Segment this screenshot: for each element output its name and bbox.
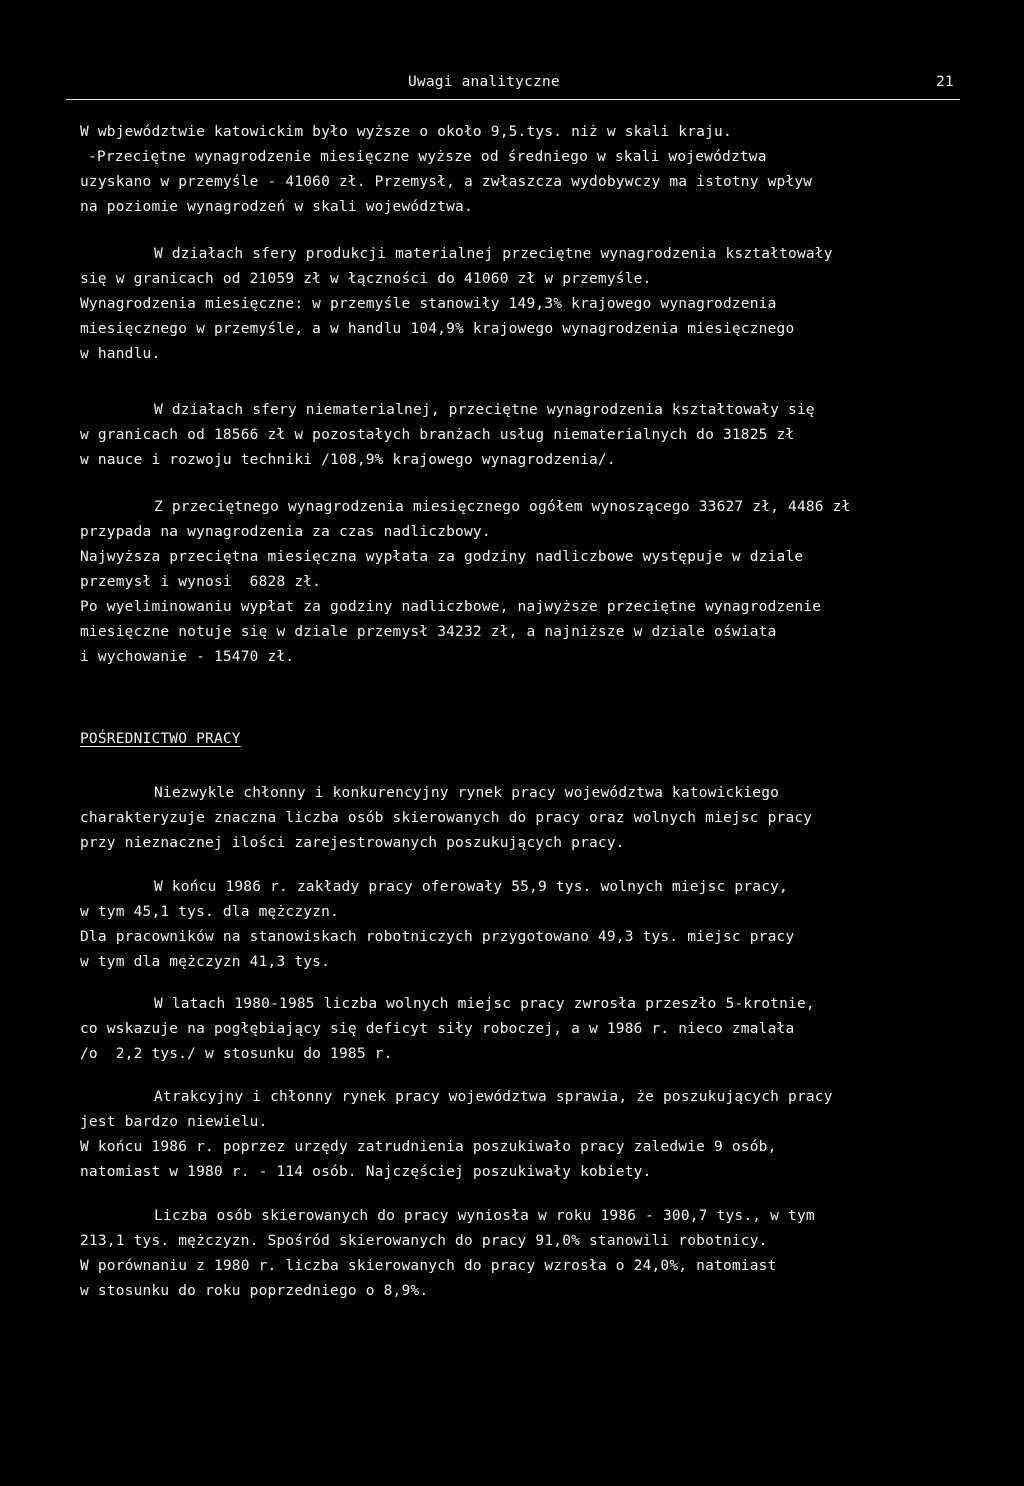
- text-line: W końcu 1986 r. zakłady pracy oferowały 55,9 tys. wolnych miejsc pracy,: [154, 879, 789, 895]
- text-line: Po wyeliminowaniu wypłat za godziny nadliczbowe, najwyższe przeciętne wynagrodzenie: [80, 599, 822, 615]
- text-line: Atrakcyjny i chłonny rynek pracy województwa sprawia, że poszukujących pracy: [154, 1089, 833, 1105]
- text-line: w handlu.: [80, 346, 161, 362]
- text-line: W latach 1980-1985 liczba wolnych miejsc pracy zwrosła przeszło 5-krotnie,: [154, 996, 815, 1012]
- text-line: w stosunku do roku poprzedniego o 8,9%.: [80, 1283, 429, 1299]
- text-line: /o 2,2 tys./ w stosunku do 1985 r.: [80, 1046, 393, 1062]
- text-line: przy nieznacznej ilości zarejestrowanych poszukujących pracy.: [80, 835, 625, 851]
- text-line: uzyskano w przemyśle - 41060 zł. Przemysł, a zwłaszcza wydobywczy ma istotny wpływ: [80, 174, 813, 190]
- text-line: W porównaniu z 1980 r. liczba skierowanych do pracy wzrosła o 24,0%, natomiast: [80, 1258, 777, 1274]
- text-line: Wynagrodzenia miesięczne: w przemyśle stanowiły 149,3% krajowego wynagrodzenia: [80, 296, 777, 312]
- text-line: W działach sfery niematerialnej, przeciętne wynagrodzenia kształtowały się: [154, 402, 815, 418]
- text-line: w tym dla mężczyzn 41,3 tys.: [80, 954, 331, 970]
- text-line: Dla pracowników na stanowiskach robotniczych przygotowano 49,3 tys. miejsc pracy: [80, 929, 795, 945]
- text-line: Liczba osób skierowanych do pracy wyniosła w roku 1986 - 300,7 tys., w tym: [154, 1208, 815, 1224]
- text-line: co wskazuje na pogłębiający się deficyt siły roboczej, a w 1986 r. nieco zmalała: [80, 1021, 795, 1037]
- text-line: -Przeciętne wynagrodzenie miesięczne wyższe od średniego w skali województwa: [88, 149, 767, 165]
- text-line: 213,1 tys. mężczyzn. Spośród skierowanych do pracy 91,0% stanowili robotnicy.: [80, 1233, 768, 1249]
- text-line: W wbjewództwie katowickim było wyższe o około 9,5.tys. niż w skali kraju.: [80, 124, 732, 140]
- text-line: Najwyższa przeciętna miesięczna wypłata za godziny nadliczbowe występuje w dziale: [80, 549, 804, 565]
- text-line: na poziomie wynagrodzeń w skali województwa.: [80, 199, 473, 215]
- text-line: jest bardzo niewielu.: [80, 1114, 268, 1130]
- text-line: charakteryzuje znaczna liczba osób skierowanych do pracy oraz wolnych miejsc pracy: [80, 810, 813, 826]
- text-line: przypada na wynagrodzenia za czas nadliczbowy.: [80, 524, 491, 540]
- text-line: się w granicach od 21059 zł w łączności do 41060 zł w przemyśle.: [80, 271, 652, 287]
- text-line: natomiast w 1980 r. - 114 osób. Najczęściej poszukiwały kobiety.: [80, 1164, 652, 1180]
- header-rule: [66, 99, 960, 100]
- text-line: w granicach od 18566 zł w pozostałych branżach usług niematerialnych do 31825 zł: [80, 427, 795, 443]
- page-number: 21: [936, 74, 954, 90]
- section-heading: POŚREDNICTWO PRACY: [80, 731, 241, 747]
- running-title: Uwagi analityczne: [408, 74, 560, 90]
- text-line: w nauce i rozwoju techniki /108,9% krajowego wynagrodzenia/.: [80, 452, 616, 468]
- text-line: W działach sfery produkcji materialnej przeciętne wynagrodzenia kształtowały: [154, 246, 833, 262]
- text-line: miesięcznego w przemyśle, a w handlu 104,9% krajowego wynagrodzenia miesięcznego: [80, 321, 795, 337]
- page-header: [0, 70, 1024, 100]
- text-line: W końcu 1986 r. poprzez urzędy zatrudnienia poszukiwało pracy zaledwie 9 osób,: [80, 1139, 777, 1155]
- text-line: i wychowanie - 15470 zł.: [80, 649, 295, 665]
- text-line: w tym 45,1 tys. dla mężczyzn.: [80, 904, 339, 920]
- text-line: Z przeciętnego wynagrodzenia miesięcznego ogółem wynoszącego 33627 zł, 4486 zł: [154, 499, 851, 515]
- text-line: Niezwykle chłonny i konkurencyjny rynek pracy województwa katowickiego: [154, 785, 780, 801]
- text-line: miesięczne notuje się w dziale przemysł 34232 zł, a najniższe w dziale oświata: [80, 624, 777, 640]
- text-line: przemysł i wynosi 6828 zł.: [80, 574, 322, 590]
